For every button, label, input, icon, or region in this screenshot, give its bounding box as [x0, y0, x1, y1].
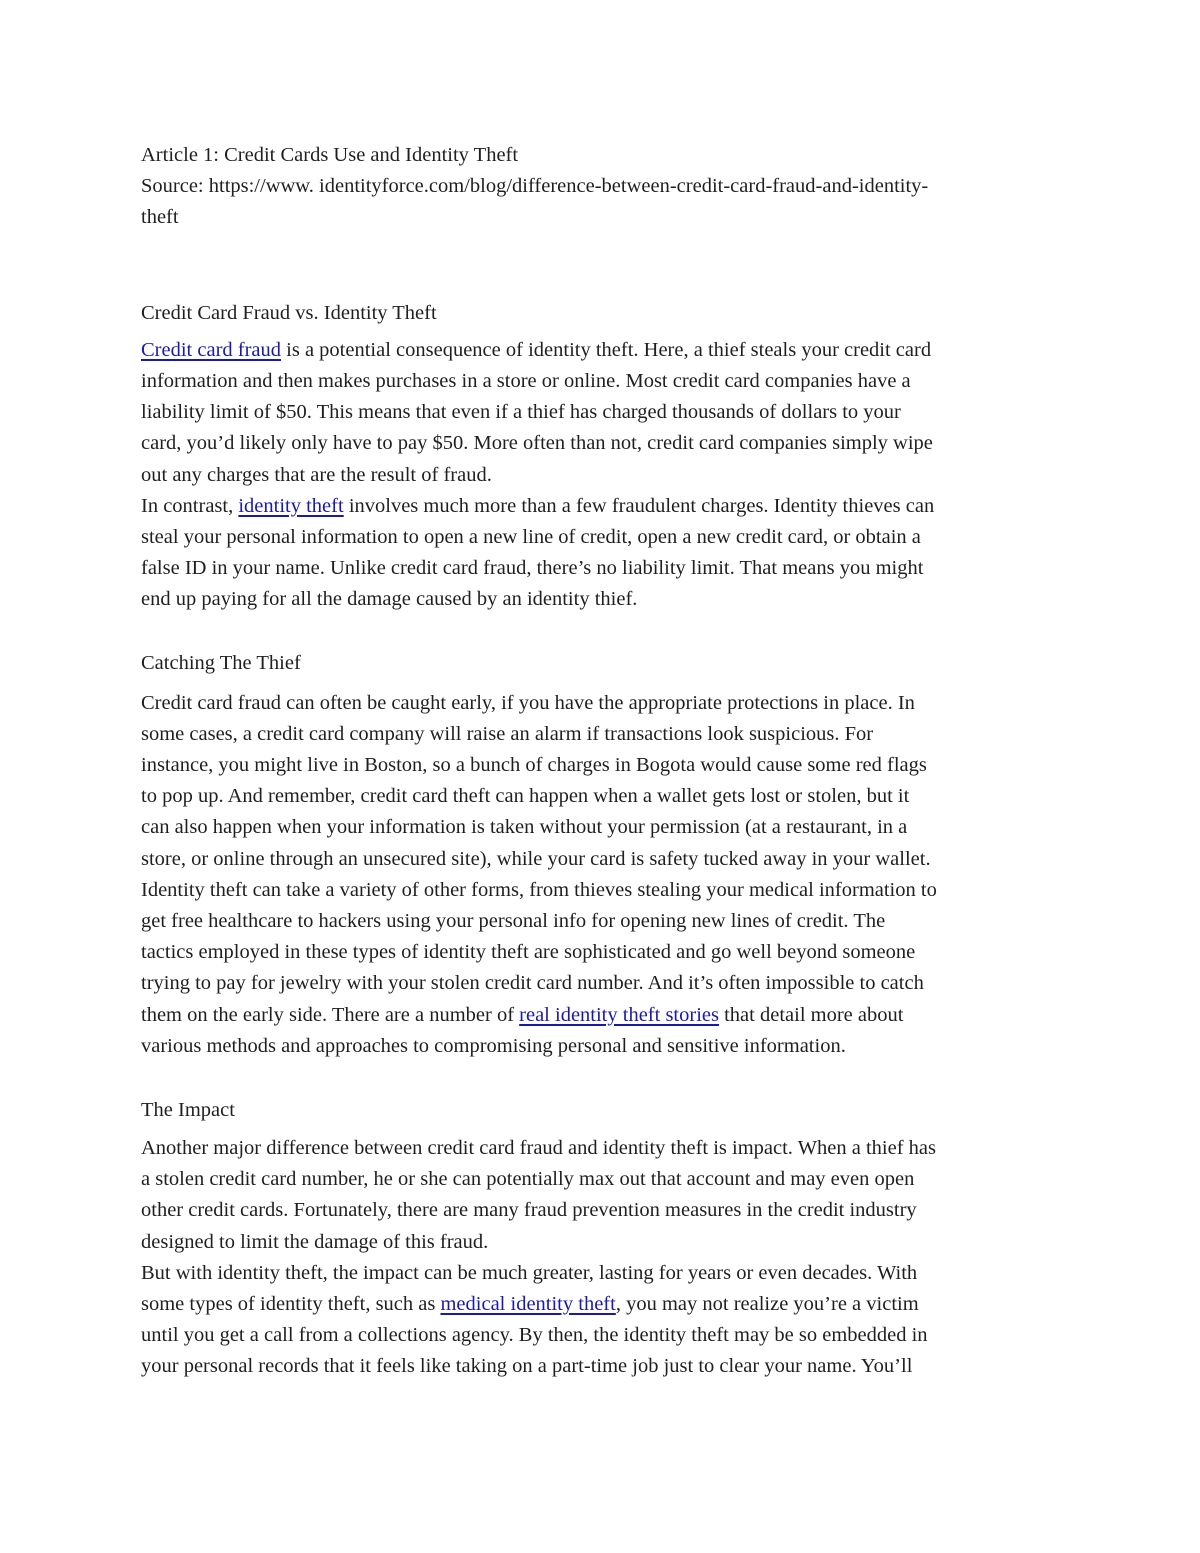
text-run: that detail more about [718, 1003, 904, 1026]
spacer [141, 234, 1061, 298]
article-title: Article 1: Credit Cards Use and Identity Theft [141, 144, 519, 166]
paragraph-line: Credit card fraud can often be caught early, if you have the appropriate protections in place. In [141, 691, 915, 714]
paragraph-line: information and then makes purchases in a store or online. Most credit card companies have a [141, 369, 911, 392]
spacer [141, 680, 1061, 688]
text-run: involves much more than a few fraudulent charges. Identity thieves can [343, 494, 935, 517]
section-heading-catching-thief: Catching The Thief [141, 652, 301, 675]
paragraph-line: steal your personal information to open a new line of credit, open a new credit card, or obtain a [141, 525, 921, 548]
section-heading-fraud-vs-theft: Credit Card Fraud vs. Identity Theft [141, 301, 437, 324]
document-page [141, 140, 1061, 1383]
paragraph-line: end up paying for all the damage caused by an identity thief. [141, 588, 638, 611]
paragraph-line [141, 1000, 1061, 1031]
paragraph-line: But with identity theft, the impact can be much greater, lasting for years or even decades. With [141, 1261, 918, 1284]
paragraph-line: false ID in your name. Unlike credit card fraud, there’s no liability limit. That means you might [141, 557, 924, 580]
paragraph-line [141, 1289, 1061, 1320]
paragraph-line: liability limit of $50. This means that even if a thief has charged thousands of dollars to your [141, 401, 901, 424]
paragraph-line: store, or online through an unsecured site), while your card is safety tucked away in your wallet. [141, 847, 931, 870]
paragraph-line: Another major difference between credit card fraud and identity theft is impact. When a thief has [141, 1137, 937, 1160]
paragraph-line: your personal records that it feels like taking on a part-time job just to clear your name. You’ll [141, 1355, 913, 1378]
text-run: In contrast, [141, 494, 239, 517]
source-line: Source: https://www. identityforce.com/blog/difference-between-credit-card-fraud-and-identity- [141, 175, 929, 198]
section-heading-impact: The Impact [141, 1098, 235, 1121]
paragraph-line: to pop up. And remember, credit card theft can happen when a wallet gets lost or stolen, but it [141, 785, 910, 808]
paragraph-line: some cases, a credit card company will raise an alarm if transactions look suspicious. For [141, 722, 874, 745]
paragraph-line: other credit cards. Fortunately, there are many fraud prevention measures in the credit industry [141, 1199, 917, 1222]
spacer [141, 1126, 1061, 1133]
paragraph-line: designed to limit the damage of this fraud. [141, 1230, 489, 1253]
paragraph-line: instance, you might live in Boston, so a bunch of charges in Bogota would cause some red flags [141, 754, 927, 776]
paragraph-line [141, 491, 1061, 522]
credit-card-fraud-link[interactable]: Credit card fraud [141, 338, 282, 361]
spacer [141, 1062, 1061, 1095]
paragraph-line: can also happen when your information is taken without your permission (at a restaurant, in a [141, 816, 908, 839]
text-run: them on the early side. There are a number of [141, 1003, 520, 1026]
paragraph-line: tactics employed in these types of identity theft are sophisticated and go well beyond someone [141, 941, 916, 964]
identity-theft-link[interactable]: identity theft [238, 494, 344, 517]
text-run: some types of identity theft, such as [141, 1293, 441, 1315]
paragraph-line: various methods and approaches to compromising personal and sensitive information. [141, 1034, 846, 1057]
paragraph-line: Identity theft can take a variety of other forms, from thieves stealing your medical information to [141, 878, 937, 901]
paragraph-line: card, you’d likely only have to pay $50. More often than not, credit card companies simply wipe [141, 432, 933, 455]
spacer [141, 615, 1061, 648]
text-run: is a potential consequence of identity theft. Here, a thief steals your credit card [281, 338, 932, 361]
paragraph-line: a stolen credit card number, he or she can potentially max out that account and may even open [141, 1168, 915, 1191]
real-identity-theft-stories-link[interactable]: real identity theft stories [519, 1003, 719, 1026]
paragraph-line: trying to pay for jewelry with your stolen credit card number. And it’s often impossible to catch [141, 972, 924, 995]
paragraph-line: out any charges that are the result of fraud. [141, 463, 492, 486]
paragraph-line: until you get a call from a collections agency. By then, the identity theft may be so embedded in [141, 1324, 928, 1347]
medical-identity-theft-link[interactable]: medical identity theft [440, 1293, 616, 1315]
paragraph-line: get free healthcare to hackers using your personal info for opening new lines of credit. The [141, 909, 886, 932]
source-line-continued: theft [141, 206, 179, 229]
text-run: , you may not realize you’re a victim [615, 1293, 919, 1315]
paragraph-line [141, 335, 1061, 366]
